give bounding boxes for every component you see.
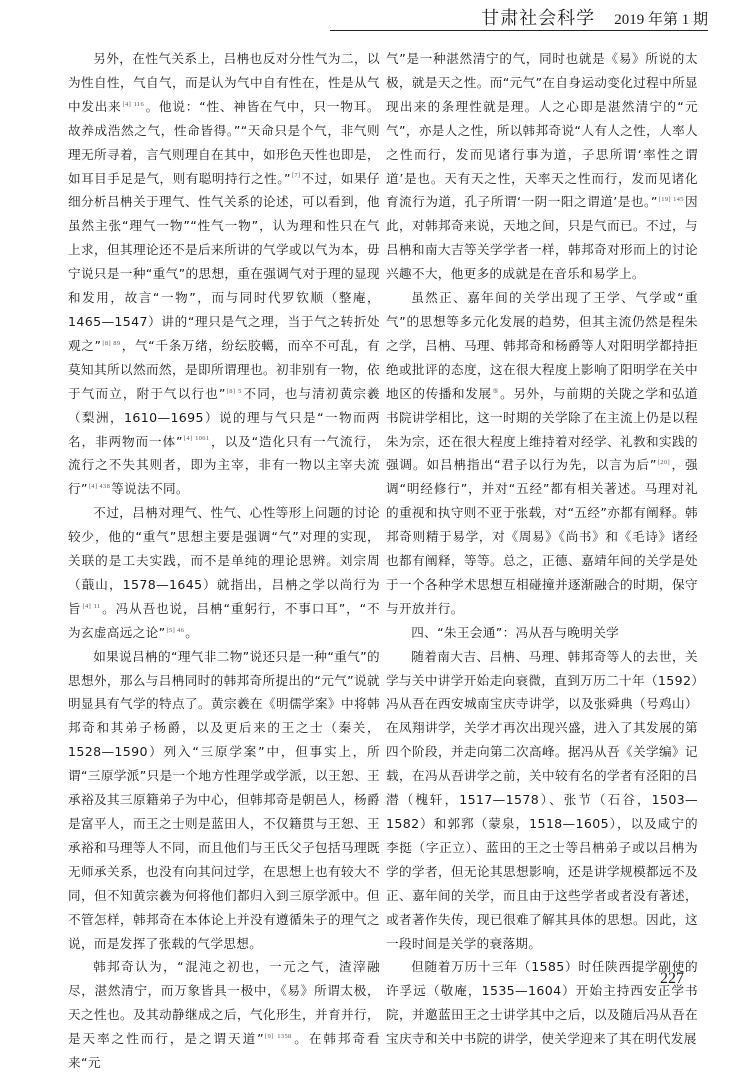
citation-marker: [19] 145: [658, 196, 684, 204]
text-run: 因此，对韩邦奇来说，天地之间，只是气而已。不过，与吕柟和南大吉等关学学者一样，韩邦奇对形而上的讨论兴趣不大，他更多的成就是在音乐和易学上。: [386, 194, 698, 282]
paragraph: [386, 955, 698, 1051]
text-run: 不过，吕柟对理气、性气、心性等形上问题的讨论较少，他的“重气”思想主要是强调“气”对理的实现，关联的是工夫实践，而不是单纯的理论思辨。刘宗周（蕺山，1578—1645）就指出，吕柟之学以尚行为旨: [68, 505, 380, 616]
citation-marker: [4] 438: [88, 483, 111, 491]
citation-marker: [4] 1061: [183, 435, 210, 443]
citation-marker: [4] 116: [122, 100, 145, 108]
citation-marker: [4] 11: [82, 602, 101, 610]
right-column: [386, 47, 698, 1051]
text-run: 不同，也与清初黄宗羲（梨洲，1610—1695）说的理与气只是“一物而两名，非两物而一体”: [68, 385, 380, 449]
citation-marker: [8] 89: [102, 339, 121, 347]
text-run: 虽然正、嘉年间的关学出现了王学、气学或“重气”的思想等多元化发展的趋势，但其主流仍然是程朱之学，吕柟、马理、韩邦奇和杨爵等人对阳明学都持拒绝或批评的态度，这在很大程度上影响了阳明学在关中地区的传播和发展: [386, 290, 698, 401]
paragraph: [386, 47, 698, 286]
text-run: 。另外，与前期的关陇之学和弘道书院讲学相比，这一时期的关学除了在主流上仍是以程朱为宗，还在很大程度上维持着对经学、礼教和实践的强调。如吕柟指出“君子以行为先，以言为后”: [386, 385, 698, 473]
text-run: 韩邦奇认为，“混沌之初也，一元之气，渣滓融尽，湛然清宁，而万象皆具一极中，《易》所谓太极，天之性也。及其动静继成之后，气化形生，并育并行，是天率之性而行，是之谓天道”: [68, 959, 380, 1047]
text-run: 。: [185, 624, 199, 640]
text-run: ，强调“明经修行”，并对“五经”都有相关著述。马理对礼的重视和执守则不亚于张载，对“五经”亦都有阐释。韩邦奇则精于易学，对《周易》《尚书》和《毛诗》诸经也都有阐释，等等。总之，正德、嘉靖年间的关学是处于一个各种学术思想互相碰撞并逐渐融合的时期，保守与开放并行。: [386, 457, 698, 616]
citation-marker: [5] 46: [166, 626, 185, 634]
text-run: 但随着万历十三年（1585）时任陕西提学副使的许孚远（敬庵，1535—1604）开始主持西安正学书院，并邀蓝田王之士讲学其中之后，以及随后冯从吾在宝庆寺和关中书院的讲学，使关学迎来了其在明代发展: [386, 959, 698, 1047]
citation-marker: [9] 1358: [265, 1032, 292, 1040]
text-run: 四、“朱王会通”：冯从吾与晚明关学: [411, 624, 620, 640]
citation-marker: [20]: [657, 459, 670, 467]
paragraph: [68, 645, 380, 956]
paragraph: [386, 286, 698, 621]
text-run: 气”是一种湛然清宁的气，同时也就是《易》所说的太极，就是天之性。而“元气”在自身运动变化过程中所显现出来的条理性就是理。人之心即是湛然清宁的“元气”，亦是人之性，所以韩邦奇说“人有人之性，人率人之性而行，发而见诸行事为道，子思所谓‘率性之谓道’是也。天有天之性，天率天之性而行，发而见诸化育流行为道，孔子所谓‘一阴一阳之谓道’是也。”: [386, 51, 698, 210]
text-run: 随着南大吉、吕柟、马理、韩邦奇等人的去世，关学与关中讲学开始走向衰微，直到万历二十年（1592）冯从吾在西安城南宝庆寺讲学，以及张舜典（号鸡山）在凤翔讲学，关学才再次出现兴盛，进入了其发展的第四个阶段，并走向第二次高峰。据冯从吾《关学编》记载，在冯从吾讲学之前，关中较有名的学者有泾阳的吕潜（槐轩，1517—1578）、张节（石谷，1503—1582）和郭郛（蒙泉，1518—1605），以及咸宁的李挺（字正立）、蓝田的王之士等吕柟弟子或以吕柟为学的学者，但无论其思想影响，还是讲学规模都远不及正、嘉年间的关学，而且由于这些学者或者没有著述，或者著作失传，现已很难了解其具体的思想。因此，这一段时间是关学的衰落期。: [386, 648, 698, 951]
journal-title: 甘肃社会科学: [481, 8, 596, 29]
paragraph: [68, 501, 380, 644]
text-run: ，气“千条万绪，纷纭胶轕，而卒不可乱，有莫知其所以然而然，是即所谓理也。初非别有一物，依于气而立，附于气以行也”: [68, 337, 380, 401]
text-run: 如果说吕柟的“理气非二物”说还只是一种“重气”的思想外，那么与吕柟同时的韩邦奇所提出的“元气”说就明显具有气学的特点了。黄宗羲在《明儒学案》中将韩邦奇和其弟子杨爵，以及更后来的王之士（秦关，1528—1590）列入“三原学案”中，但事实上，所谓“三原学派”只是一个地方性理学或学派，以王恕、王承裕及其三原籍弟子为中心，但韩邦奇是朝邑人，杨爵是富平人，而王之士则是蓝田人，不仅籍贯与王恕、王承裕和马理等人不同，而且他们与王氏父子包括马理既无师承关系，也没有向其问过学，在思想上也有较大不同，但不知黄宗羲为何将他们都归入到三原学派中。但不管怎样，韩邦奇在本体论上并没有遵循朱子的理气之说，而是发挥了张载的气学思想。: [68, 648, 380, 951]
text-run: 。冯从吾也说，吕柟“重躬行，不事口耳”，“不为玄虚高远之论”: [68, 600, 380, 640]
text-run: 等说法不同。: [111, 481, 189, 497]
page-number: 227: [660, 970, 684, 987]
text-run: 。在韩邦奇看来“元: [68, 1031, 380, 1071]
text-run: 。他说：“性、神皆在气中，只一物耳。故养成浩然之气，性命皆得。”“天命只是个气，非气则理无所寻着，言气则理自在其中，如形色天性也即是，如耳目手足是气，则有聪明持行之性。”: [68, 98, 380, 186]
text-run: 不过，如果仔细分析吕柟关于理气、性气关系的论述，可以看到，他虽然主张“理气一物”“性气一物”，认为理和性只在气上求，但其理论还不是后来所讲的气学或以气为本，毋宁说只是一种“重气”的思想，重在强调气对于理的显现和发用，故言“一物”，而与同时代罗钦顺（整庵，1465—1547）讲的“理只是气之理，当于气之转折处观之”: [68, 170, 380, 353]
citation-marker: ⑤: [492, 387, 500, 395]
paragraph: [386, 645, 698, 956]
citation-marker: [7]: [291, 172, 301, 180]
section-heading: [386, 621, 698, 645]
issue-label: 2019 年第 1 期: [614, 12, 708, 28]
running-header: [330, 4, 708, 31]
paragraph: [68, 47, 380, 501]
text-run: ，以及“造化只有一气流行，流行之不失其则者，即为主宰，非有一物以主宰夫流行”: [68, 433, 380, 497]
left-column: [68, 47, 380, 1075]
paragraph: [68, 955, 380, 1075]
text-run: 另外，在性气关系上，吕柟也反对分性气为二，以为性自性，气自气，而是认为气中自有性在，性是从气中发出来: [68, 51, 380, 114]
citation-marker: [8] 5: [226, 387, 242, 395]
